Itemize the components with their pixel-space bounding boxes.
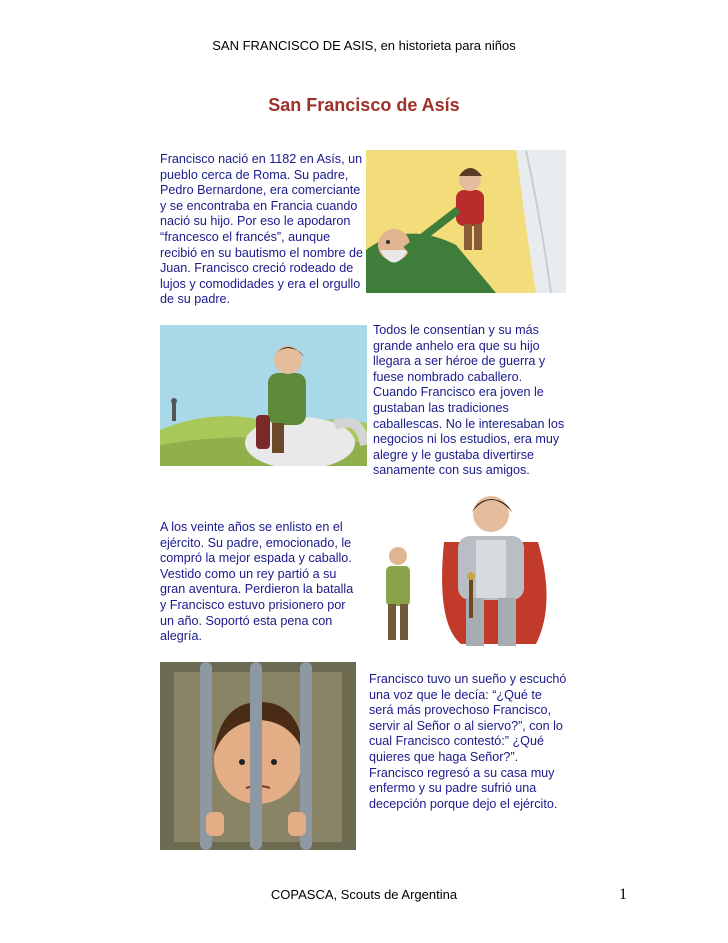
page-header: SAN FRANCISCO DE ASIS, en historieta para niños: [212, 38, 516, 53]
paragraph-army: A los veinte años se enlisto en el ejército. Su padre, emocionado, le compró la mejor espada y caballo. Vestido como un rey partió a su gran aventura. Perdieron la batalla y Francisco estuvo prisionero por un año. Soportó esta pena con alegría.: [160, 520, 354, 644]
paragraph-youth: Todos le consentían y su más grande anhelo era que su hijo llegara a ser héroe de guerra y fuese nombrado caballero. Cuando Francisco era joven le gustaban las tradiciones caballescas. No le interesaban los negocios ni los estudios, era muy alegre y le gustaba divertirse sanamente con sus amigos.: [373, 323, 565, 478]
paragraph-birth: Francisco nació en 1182 en Asís, un pueblo cerca de Roma. Su padre, Pedro Bernardone, era comerciante y se encontraba en Francia cuando nació su hijo. Por eso le apodaron “francesco el francés”, aunque recibió en su bautismo el nombre de Juan. Francisco creció rodeado de lujos y comodidades y era el orgullo de su padre.: [160, 152, 364, 307]
illustration-francisco-on-horse: [160, 325, 367, 466]
illustration-knight-and-squire: [366, 484, 567, 652]
page-number: 1: [619, 886, 627, 903]
paragraph-dream: Francisco tuvo un sueño y escuchó una voz que le decía: “¿Qué te será más provechoso Francisco, servir al Señor o al siervo?”, con lo cual Francisco contestó:” ¿Qué quieres que haga Señor?”. Francisco regresó a su casa muy enfermo y su padre sufrió una decepción porque dejo el ejército.: [369, 672, 567, 811]
page-title: San Francisco de Asís: [268, 95, 460, 115]
page-footer: COPASCA, Scouts de Argentina: [270, 887, 458, 902]
illustration-father-lifting-baby: [366, 150, 566, 293]
illustration-prisoner-behind-bars: [160, 662, 356, 850]
